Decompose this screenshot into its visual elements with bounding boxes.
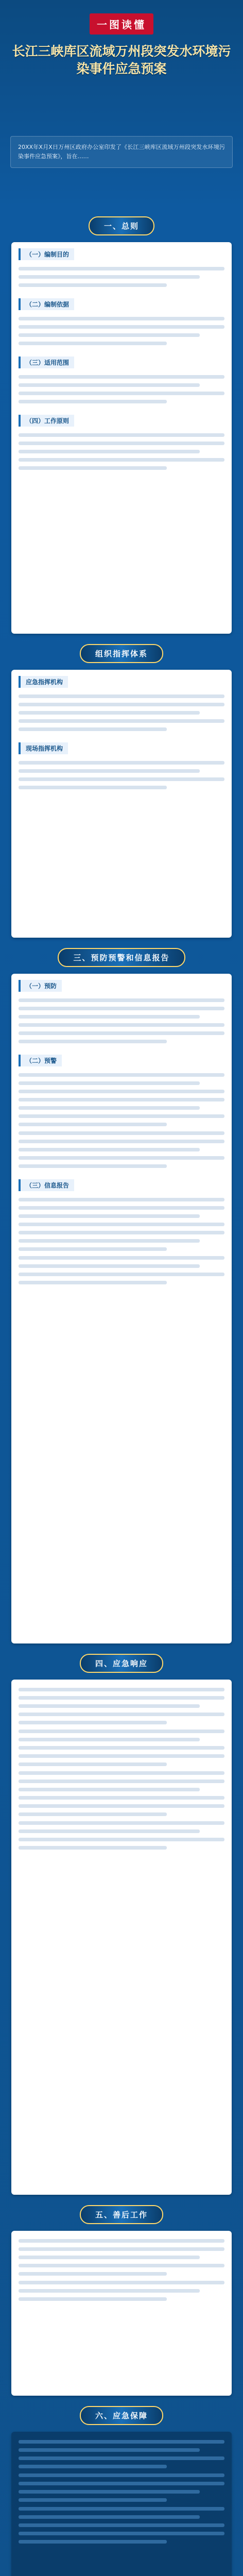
section-card-2 <box>11 670 232 938</box>
intro-paragraph: 20XX年X月X日万州区政府办公室印发了《长江三峡库区流域万州段突发水环境污染事件应急预案》，旨在…… <box>10 136 233 168</box>
section-banner-2: 组织指挥体系 <box>0 644 243 663</box>
sub-heading: （二）编制依据 <box>19 298 74 310</box>
section-card-6 <box>11 2432 232 2576</box>
sub-heading: 现场指挥机构 <box>19 742 68 754</box>
sub-heading: （三）信息报告 <box>19 1179 74 1191</box>
section-card-5 <box>11 2231 232 2396</box>
stamp-badge: 一图读懂 <box>90 13 153 35</box>
sub-heading: （四）工作原则 <box>19 415 74 427</box>
sub-heading: 应急指挥机构 <box>19 676 68 688</box>
section-card-1 <box>11 242 232 634</box>
sub-heading: （二）预警 <box>19 1055 62 1066</box>
sub-heading: （三）适用范围 <box>19 357 74 368</box>
sub-heading: （一）编制目的 <box>19 248 74 260</box>
section-card-4 <box>11 1680 232 2195</box>
sub-heading: （一）预防 <box>19 980 62 992</box>
section-banner-5: 五、善后工作 <box>0 2205 243 2224</box>
section-banner-4: 四、应急响应 <box>0 1654 243 1672</box>
hero-header <box>0 0 243 129</box>
section-card-3 <box>11 974 232 1643</box>
section-banner-1: 一、总则 <box>0 216 243 235</box>
page-title: 长江三峡库区流域万州段突发水环境污染事件应急预案 <box>12 44 231 76</box>
section-banner-6: 六、应急保障 <box>0 2406 243 2425</box>
section-banner-3: 三、预防预警和信息报告 <box>0 948 243 967</box>
